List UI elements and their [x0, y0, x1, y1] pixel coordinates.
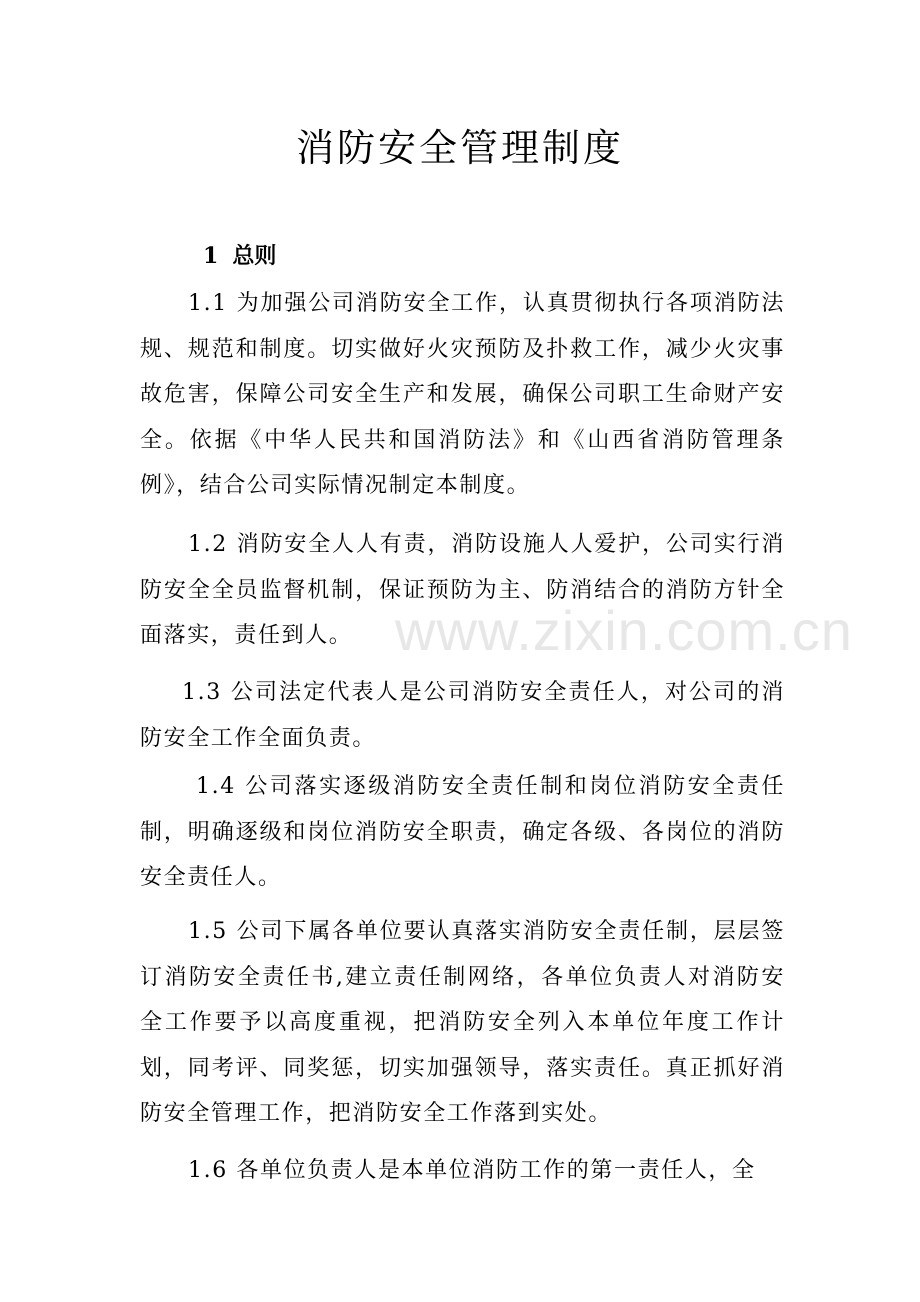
paragraph-1-1: 1.1 为加强公司消防安全工作，认真贯彻执行各项消防法规、规范和制度。切实做好火灾预防及扑救工作，减少火灾事故危害，保障公司安全生产和发展，确保公司职工生命财产安全。依据《中华人民共和国消防法》和《山西省消防管理条例》，结合公司实际情况制定本制度。 — [140, 291, 785, 498]
section-number: 1 — [203, 243, 219, 269]
paragraph-1-3: 1.3 公司法定代表人是公司消防安全责任人，对公司的消防安全工作全面负责。 — [140, 680, 785, 751]
document-title: 消防安全管理制度 — [295, 126, 624, 170]
section-heading — [203, 238, 276, 274]
paragraph-1-6: 1.6 各单位负责人是本单位消防工作的第一责任人，全 — [188, 1158, 756, 1183]
watermark: www.zixin.com.cn — [395, 599, 853, 662]
paragraph-1-2: 1.2 消防安全人人有责，消防设施人人爱护，公司实行消防安全全员监督机制，保证预防为主、防消结合的消防方针全面落实，责任到人。 — [140, 532, 785, 648]
paragraph-1-4: 1.4 公司落实逐级消防安全责任制和岗位消防安全责任制，明确逐级和岗位消防安全职责，确定各级、各岗位的消防安全责任人。 — [140, 774, 785, 890]
paragraph-1-5: 1.5 公司下属各单位要认真落实消防安全责任制，层层签订消防安全责任书,建立责任制网络，各单位负责人对消防安全工作要予以高度重视，把消防安全列入本单位年度工作计划，同考评、同奖惩，切实加强领导，落实责任。真正抓好消防安全管理工作，把消防安全工作落到实处。 — [140, 919, 785, 1126]
section-title: 总则 — [232, 243, 277, 269]
